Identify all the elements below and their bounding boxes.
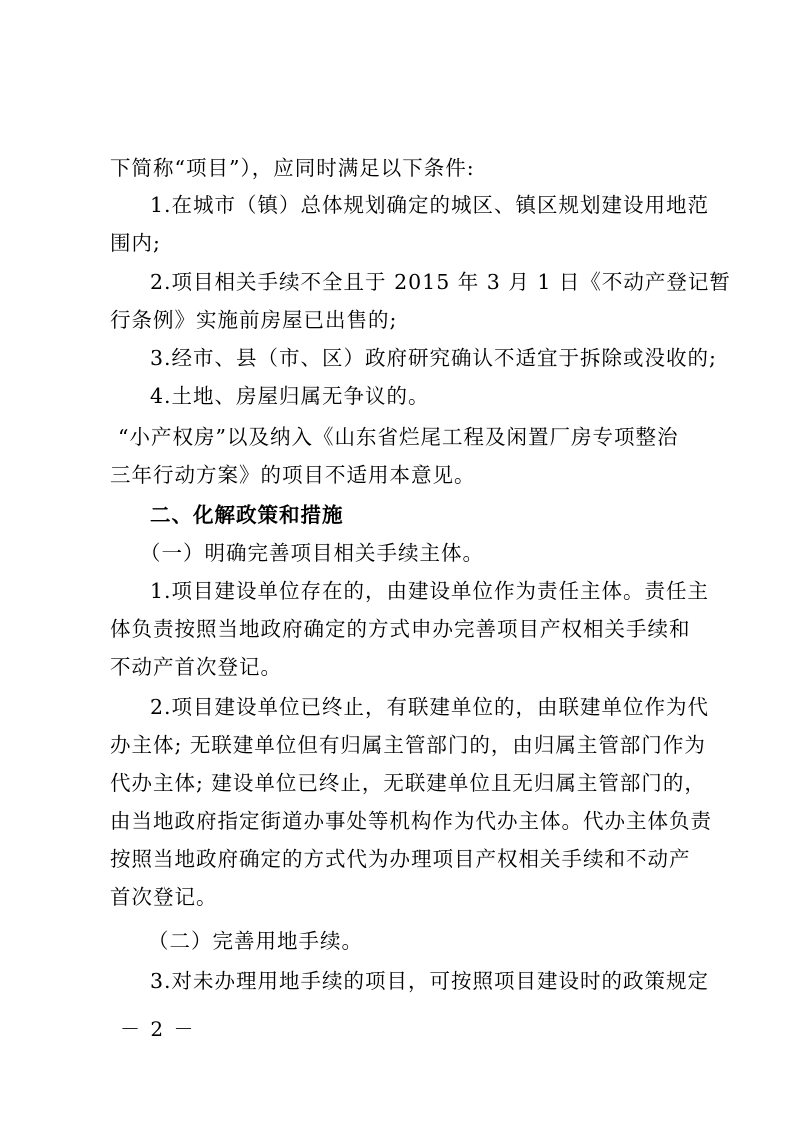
text-line-15: 2.项目建设单位已终止，有联建单位的，由联建单位作为代 (150, 695, 710, 719)
text-line-3: 围内; (110, 231, 161, 255)
text-line-1: 下简称“项目”），应同时满足以下条件: (110, 156, 475, 180)
text-line-8: “小产权房”以及纳入《山东省烂尾工程及闲置厂房专项整治 (118, 425, 679, 449)
text-line-14: 不动产首次登记。 (110, 655, 282, 679)
text-line-9: 三年行动方案》的项目不适用本意见。 (110, 463, 476, 487)
text-line-22: 3.对未办理用地手续的项目，可按照项目建设时的政策规定 (150, 969, 710, 993)
text-line-18: 由当地政府指定街道办事处等机构作为代办主体。代办主体负责 (110, 809, 712, 833)
section-heading-2: 二、化解政策和措施 (150, 503, 344, 527)
text-line-5: 行条例》实施前房屋已出售的; (110, 308, 398, 332)
text-line-16: 办主体; 无联建单位但有归属主管部门的，由归属主管部门作为 (110, 733, 706, 757)
text-line-13: 体负责按照当地政府确定的方式申办完善项目产权相关手续和 (110, 617, 691, 641)
text-line-6: 3.经市、县（市、区）政府研究确认不适宜于拆除或没收的; (150, 346, 717, 370)
subsection-heading-2: （二）完善用地手续。 (148, 929, 363, 953)
text-line-12: 1.项目建设单位存在的，由建设单位作为责任主体。责任主 (150, 579, 710, 603)
text-line-17: 代办主体; 建设单位已终止，无联建单位且无归属主管部门的， (110, 771, 706, 795)
text-line-2: 1.在城市（镇）总体规划确定的城区、镇区规划建设用地范 (150, 193, 710, 217)
text-line-20: 首次登记。 (110, 885, 218, 909)
page-number: － 2 － (120, 1017, 196, 1041)
subsection-heading-1: （一）明确完善项目相关手续主体。 (140, 541, 484, 565)
text-line-19: 按照当地政府确定的方式代为办理项目产权相关手续和不动产 (110, 847, 691, 871)
text-line-4: 2.项目相关手续不全且于 2015 年 3 月 1 日《不动产登记暂 (150, 270, 731, 294)
text-line-7: 4.土地、房屋归属无争议的。 (150, 384, 430, 408)
